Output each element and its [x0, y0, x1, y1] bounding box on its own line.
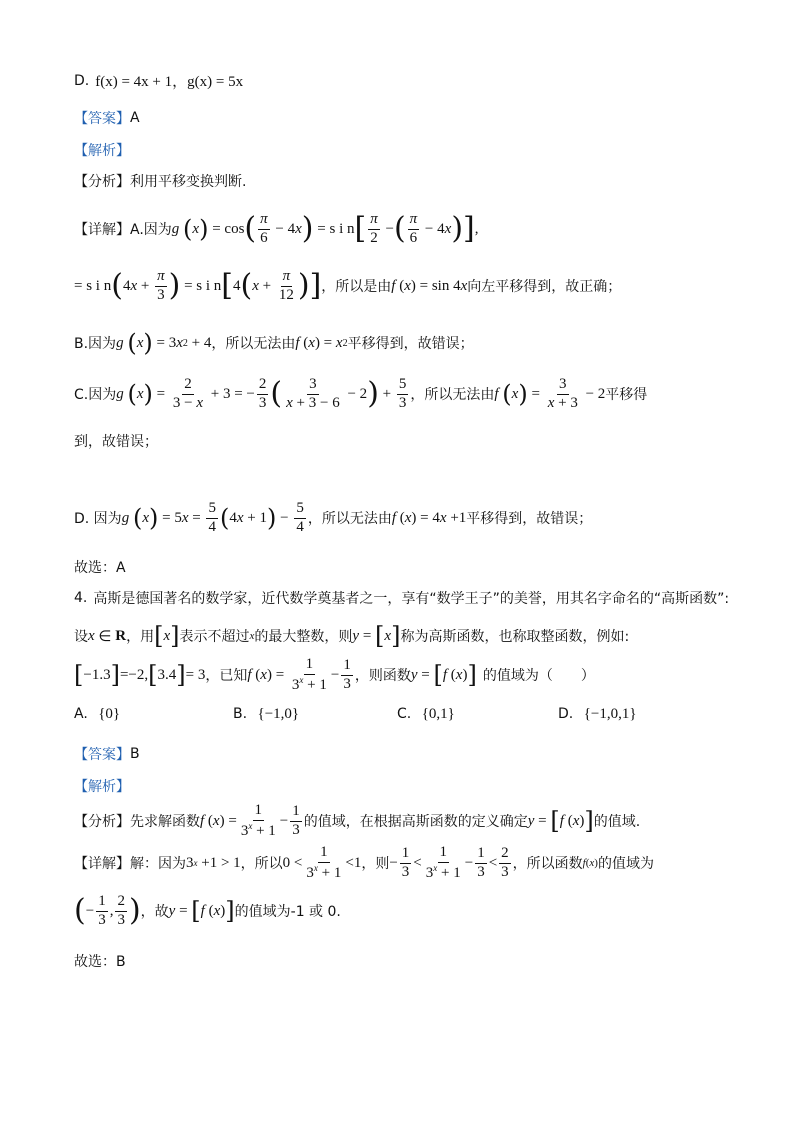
fenxi-b: 的值域，在根据高斯函数的定义确定: [303, 814, 528, 830]
q4-x-in-R: x ∈ R: [88, 627, 127, 645]
detail-interval: ( − $\frac{1}{3}$ , $\frac{2}{3}$ ): [74, 893, 141, 928]
q4-stem2-b: ，用: [126, 629, 155, 645]
detail-a-fx: f ( x ) = sin 4 x: [391, 277, 468, 294]
detail-fx-small: f ( x ): [582, 857, 598, 869]
q3-answer: [74, 108, 140, 128]
detail-d: ，所以函数: [512, 856, 583, 872]
q4-stem-line3: [74, 654, 595, 696]
option-value: {0}: [98, 706, 121, 722]
detail-b-formula: g ( x ) = 3 x 2 + 4: [116, 329, 212, 357]
q4-stem2-e: 称为高斯函数，也称取整函数，例如:: [400, 629, 630, 645]
detail-d-prefix: D. 因为: [74, 511, 122, 527]
choose-text: 故选：B: [74, 954, 126, 970]
detail-d-text2: 平移得到，故错误；: [466, 511, 593, 527]
q3-detail-c-cont: [74, 431, 158, 451]
answer-tag: 【答案】: [74, 111, 130, 127]
detail2-b: 的值域为-1 或 0.: [234, 904, 341, 920]
fenxi-a: 先求解函数: [130, 814, 200, 830]
q3-analysis-heading: [74, 140, 130, 160]
detail-c-formula: g ( x ) = $\frac{2}{3 - x}$ + 3 = − $\frac{2}{3}$ ( $\frac{3}{x + 3 - 6}$ − 2 ) + $\frac{5}{3}$: [116, 376, 407, 411]
fenxi-tag: 【分析】: [74, 814, 130, 830]
q4-y-fx: y = [ f ( x ) ]: [410, 661, 477, 689]
option-value: {0,1}: [421, 706, 455, 722]
q4-stem1: 高斯是德国著名的数学家，近代数学奠基者之一，享有“数学王子”的美誉，用其名字命名的“高斯函数”:: [93, 591, 730, 607]
detail-a-prefix: A.因为: [130, 222, 172, 238]
detail-ineq3: − $\frac{1}{3}$ < $\frac{1}{3^x + 1}$ − $\frac{1}{3}$ < $\frac{2}{3}$: [389, 844, 509, 881]
q4-answer: [74, 744, 140, 764]
detail-c-text: ，所以无法由: [410, 387, 495, 403]
detail-a-formula: g ( x ) = cos ( $\frac{\pi}{6}$ − 4 x ) = s i n [ $\frac{\pi}{2}$ − ( $\frac{\pi}{6}$ − 4 x ) ] ,: [171, 211, 479, 246]
detail-d-formula: g ( x ) = 5 x = $\frac{5}{4}$ ( 4 x + 1 ) − $\frac{5}{4}$: [121, 500, 304, 535]
option-label: D.: [558, 706, 574, 722]
detail-d-fx: f ( x ) = 4 x +1: [391, 509, 467, 526]
answer-value: B: [130, 746, 140, 762]
detail-e: 的值域为: [597, 856, 654, 872]
fenxi-y: y = [ f ( x ) ]: [527, 807, 594, 835]
analysis-tag: 【解析】: [74, 143, 130, 159]
detail-d-text: ，所以无法由: [307, 511, 392, 527]
q4-y-eq: y = [ x ]: [352, 622, 401, 650]
q4-stem2-d: 的最大整数，则: [254, 629, 353, 645]
q4-option-d: [558, 706, 637, 723]
option-value: {−1,0,1}: [583, 706, 637, 722]
q4-example: [ −1.3 ] =−2, [ 3.4 ] = 3: [74, 661, 206, 689]
detail-c: ，则: [361, 856, 390, 872]
detail-c-fx: f ( x ) = $\frac{3}{x + 3}$ − 2: [494, 376, 606, 411]
q3-option-d: [74, 70, 243, 91]
fenxi-tag: 【分析】: [74, 174, 130, 190]
fenxi-text: 利用平移变换判断.: [130, 174, 247, 190]
q4-detail-line2: [74, 890, 341, 932]
q4-stem3-c: 的值域为（ ）: [482, 668, 595, 684]
fenxi-c: 的值域.: [593, 814, 641, 830]
q4-stem2-c: 表示不超过: [179, 629, 250, 645]
q3-detail-a: [74, 208, 479, 250]
q3-detail-b: [74, 330, 474, 356]
q4-option-b: [233, 706, 299, 723]
option-d-math: f(x) = 4x + 1，g(x) = 5x: [95, 74, 244, 90]
answer-value: A: [130, 110, 140, 126]
detail-a: 解：因为: [130, 856, 186, 872]
detail-b-prefix: B.因为: [74, 336, 117, 352]
q4-option-c: [397, 706, 455, 723]
detail-ineq1: 3 x +1 > 1: [186, 854, 241, 871]
q4-stem-line1: [74, 588, 729, 608]
fenxi-fx: f ( x ) = $\frac{1}{3^x + 1}$ − $\frac{1}{3}$: [200, 802, 300, 839]
detail-c-prefix: C.因为: [74, 387, 117, 403]
q4-stem3-b: ，则函数: [354, 668, 411, 684]
choose-text: 故选：A: [74, 560, 126, 576]
option-label: D.: [74, 72, 90, 89]
q4-stem2-a: 设: [74, 629, 88, 645]
answer-tag: 【答案】: [74, 747, 130, 763]
q4-stem-line2: [74, 624, 629, 648]
detail2-a: ，故: [140, 904, 169, 920]
q3-fenxi: [74, 171, 246, 191]
analysis-tag: 【解析】: [74, 779, 130, 795]
q4-option-a: [74, 706, 120, 723]
detail-b-text2: 平移得到，故错误；: [347, 336, 474, 352]
q4-detail: [74, 842, 654, 884]
detail-tag: 【详解】: [74, 856, 130, 872]
detail-c-cont: 到，故错误；: [74, 434, 158, 450]
option-label: A.: [74, 706, 88, 722]
q4-choose: [74, 951, 126, 971]
detail-b-text: ，所以无法由: [211, 336, 296, 352]
detail-ineq2: 0 < $\frac{1}{3^x + 1}$ <1: [282, 844, 362, 881]
q4-fx-def: f ( x ) = $\frac{1}{3^x + 1}$ − $\frac{1}{3}$: [247, 656, 351, 693]
q4-bracket-x: [ x ]: [154, 622, 180, 650]
q4-stem3-a: ，已知: [205, 668, 248, 684]
option-label: C.: [397, 706, 412, 722]
q3-choose: [74, 557, 126, 577]
q4-fenxi: [74, 800, 640, 842]
detail2-y: y = [ f ( x ) ]: [168, 897, 235, 925]
detail-tag: 【详解】: [74, 222, 130, 238]
q3-detail-d: [74, 497, 592, 539]
question-number: 4.: [74, 590, 88, 606]
option-label: B.: [233, 706, 248, 722]
detail-b: ，所以: [240, 856, 283, 872]
detail-b-fx: f ( x ) = x 2: [295, 334, 348, 351]
detail-c-text2: 平移得: [605, 387, 648, 403]
q4-x-small: x: [249, 630, 255, 642]
detail-a-formula-2: = s i n ( 4 x + $\frac{\pi}{3}$ ) = s i n [ 4 ( x + $\frac{\pi}{12}$ ) ]: [74, 268, 322, 303]
q3-detail-c: [74, 373, 647, 415]
option-value: {−1,0}: [257, 706, 300, 722]
detail-a-text2: 向左平移得到，故正确；: [467, 279, 622, 295]
detail-a-text: ，所以是由: [321, 279, 392, 295]
q3-detail-a-line2: [74, 265, 621, 307]
q4-analysis-heading: [74, 776, 130, 796]
